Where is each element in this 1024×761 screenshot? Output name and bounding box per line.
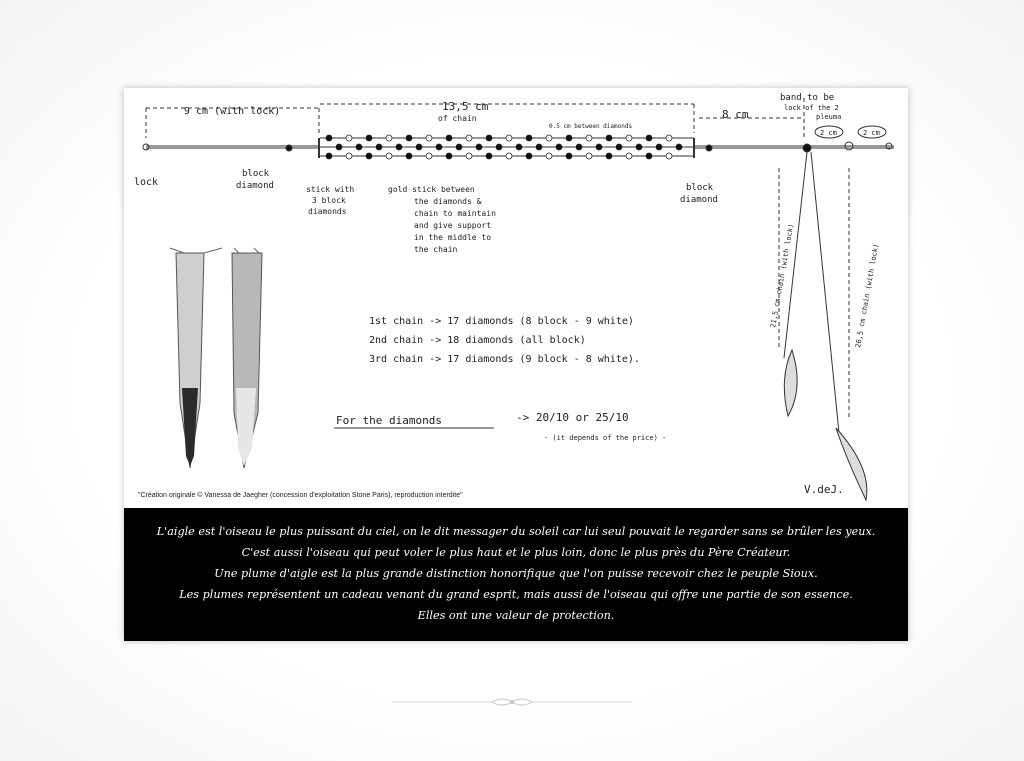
diamond [326,153,332,159]
label-band-note-1: band to be [780,93,835,103]
label-stick-3: diamonds [308,207,347,216]
diamond [536,144,542,150]
diamond [626,153,632,159]
label-middle-sub: of chain [438,114,477,123]
diamond [366,135,372,141]
design-sheet [124,88,908,641]
diamond [526,135,532,141]
diamond [626,135,632,141]
diamond [396,144,402,150]
diamond [426,153,432,159]
diamond [436,144,442,150]
label-stick-1: stick with [306,185,355,194]
diamond [646,153,652,159]
caption-line: C'est aussi l'oiseau qui peut voler le plus haut et le plus loin, donc le plus près du Père Créateur. [241,546,791,559]
artist-signature: V.deJ. [804,483,844,496]
diamond [466,135,472,141]
chain-list-item-1: 1st chain -> 17 diamonds (8 block - 9 white) [369,316,634,327]
diamond [576,144,582,150]
diamond [676,144,682,150]
diamond [596,144,602,150]
diamond [446,153,452,159]
diamond [586,153,592,159]
label-band-note-2: lock of the 2 [784,104,839,112]
chain-list-item-3: 3rd chain -> 17 diamonds (9 block - 8 white). [369,354,640,365]
diamond [606,153,612,159]
label-lock: lock [134,177,159,188]
diamond [506,153,512,159]
diamond [386,135,392,141]
copyright-credit: "Création originale © Vanessa de Jaegher (concession d'exploitation Stone Paris), reproduction interdite" [138,492,463,499]
label-middle-length: 13,5 cm [442,100,489,113]
diamond [666,135,672,141]
diamond-size-note: - (it depends of the price) - [544,434,667,442]
diamond [666,153,672,159]
label-gold-4: and give support [414,221,492,230]
diamond [486,153,492,159]
label-block-diamond-left-2: diamond [236,181,274,191]
diamond [386,153,392,159]
design-sketch [124,88,908,508]
diamond [556,144,562,150]
pendant-photo [170,238,266,468]
diamond [566,135,572,141]
caption-line: L'aigle est l'oiseau le plus puissant du ciel, on le dit messager du soleil car lui seul pouvait le regarder sans se brûler les yeux. [156,525,876,538]
diamond [656,144,662,150]
diamond [406,135,412,141]
diamond-size-label: For the diamonds [336,414,442,427]
diamond [606,135,612,141]
diamond [446,135,452,141]
label-left-chain: 9 cm (with lock) [184,106,281,117]
diamond [546,153,552,159]
diamond [496,144,502,150]
caption-panel [124,508,908,641]
diamond [376,144,382,150]
diamond [426,135,432,141]
label-band-note-3: pleuma [816,113,842,121]
diamond [346,135,352,141]
diamond [466,153,472,159]
label-gold-5: in the middle to [414,233,492,242]
diamond [346,153,352,159]
label-pendant-chain-2: 26,5 cm chain (with lock) [854,243,881,349]
label-gold-2: the diamonds & [414,197,482,206]
label-small-2: 2 cm [863,129,880,137]
label-right-chain: 8 cm [722,108,749,121]
diamond [336,144,342,150]
label-gold-3: chain to maintain [414,209,496,218]
chain-list-item-2: 2nd chain -> 18 diamonds (all block) [369,335,586,346]
diamond-size-value: -> 20/10 or 25/10 [516,411,629,424]
diamond [486,135,492,141]
label-block-diamond-left-1: block [242,169,270,179]
decorative-divider [392,694,632,710]
diamond [566,153,572,159]
caption-line: Les plumes représentent un cadeau venant du grand esprit, mais aussi de l'oiseau qui offre une partie de son essence. [179,588,853,601]
caption-line: Une plume d'aigle est la plus grande distinction honorifique que l'on puisse recevoir chez le peuple Sioux. [214,567,818,580]
diamond [456,144,462,150]
diamond [356,144,362,150]
label-block-diamond-right-2: diamond [680,195,718,205]
diamond [636,144,642,150]
label-pendant-chain-1: 21,5 cm chain (with lock) [769,223,796,329]
diamond [586,135,592,141]
diamond [546,135,552,141]
label-small-1: 2 cm [820,129,837,137]
diamond [326,135,332,141]
diamond [406,153,412,159]
label-gold-6: the chain [414,245,458,254]
diamond [516,144,522,150]
diamond [646,135,652,141]
label-stick-2: 3 block [312,196,346,205]
diamond [616,144,622,150]
diamond [526,153,532,159]
label-block-diamond-right-1: block [686,183,714,193]
label-spacing: 0.5 cm between diamonds [549,123,633,130]
caption-line: Elles ont une valeur de protection. [417,609,615,622]
diamond [476,144,482,150]
diamond [506,135,512,141]
label-gold-1: gold stick between [388,185,475,194]
diamond [416,144,422,150]
diamond [366,153,372,159]
